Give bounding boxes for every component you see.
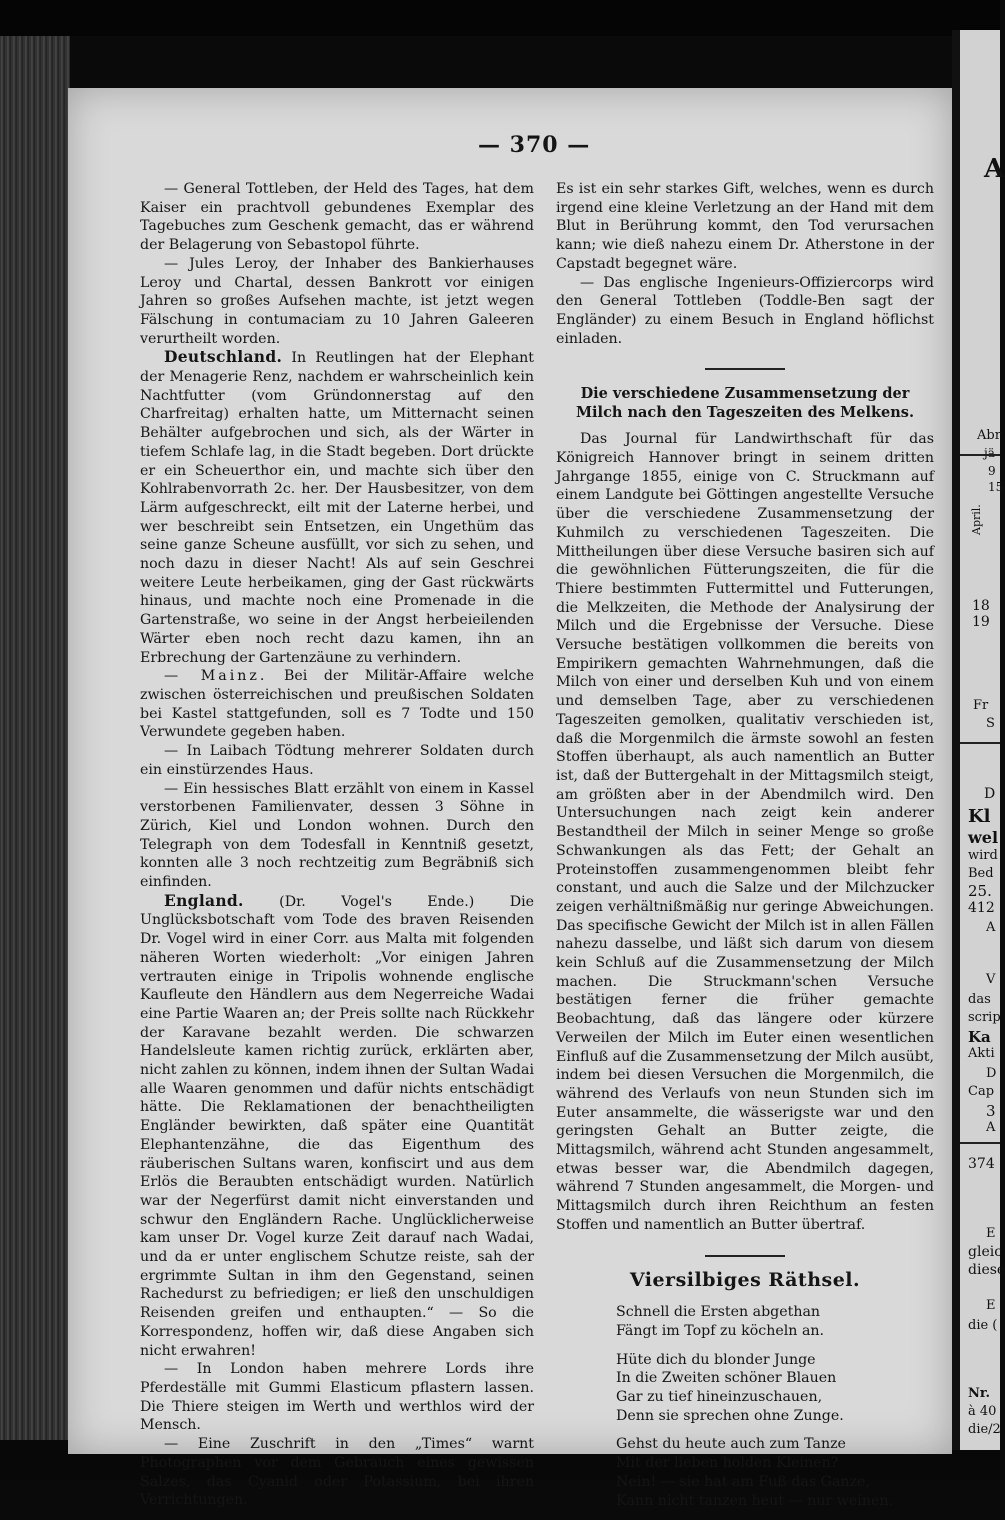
next-page-rule	[960, 454, 1000, 456]
next-page-fragment: wird	[968, 848, 998, 863]
riddle-line: Schnell die Ersten abgethan	[616, 1304, 821, 1321]
paragraph-deutschland	[140, 348, 534, 667]
next-page-fragment: A	[984, 154, 1005, 184]
next-page-fragment: A	[986, 920, 996, 935]
left-column	[140, 180, 534, 1510]
next-page-fragment: wel	[968, 828, 999, 847]
next-page-fragment: A	[986, 1120, 996, 1135]
paragraph-tottleben: — General Tottleben, der Held des Tages, hat dem Kaiser ein prachtvoll gebundenes Exemplar des Tagebuches zum Geschenk gemacht, das er während der Belagerung von Sebastopol führte.	[140, 181, 534, 254]
section-divider	[705, 368, 785, 370]
next-page-rule	[960, 1142, 1000, 1144]
paragraph-england	[140, 892, 534, 1361]
next-page-fragment: V	[986, 972, 996, 987]
section-divider	[705, 1255, 785, 1257]
next-page-fragment: Fr	[973, 698, 989, 713]
adjacent-page-strip	[960, 30, 1005, 1450]
riddle-line: In die Zweiten schöner Blauen	[616, 1370, 837, 1387]
riddle-stanza	[616, 1435, 934, 1510]
page-number: — 370 —	[478, 132, 591, 158]
paragraph-london: — In London haben mehrere Lords ihre Pferdeställe mit Gummi Elasticum pflastern lassen. Die Thiere steigen im Werth und werthlos wird der Mensch.	[140, 1361, 534, 1434]
riddle-line: Kann nicht tanzen heut — nur weinen.	[616, 1492, 894, 1509]
riddle-line: Denn sie sprechen ohne Zunge.	[616, 1407, 844, 1424]
paragraph-kassel: — Ein hessisches Blatt erzählt von einem in Kassel verstorbenen Familienvater, dessen 3 Söhne in Zürich, Kiel und London wohnen. Durch den Telegraph von dem Todesfall in Kenntniß gesetzt, konnten alle 3 noch rechtzeitig zum Begräbniß sich einfinden.	[140, 780, 534, 891]
paragraph-times: — Eine Zuschrift in den „Times“ warnt Photographen vor dem Gebrauch eines gewissen Salzes, das Cyanid oder Potassium, bei ihren Verrichtungen.	[140, 1436, 534, 1509]
next-page-fragment: 412	[968, 900, 995, 916]
next-page-fragment: April.	[970, 504, 983, 535]
book-page-edges	[0, 36, 70, 1456]
riddle-title: Viersilbiges Räthsel.	[629, 1268, 861, 1291]
next-page-fragment: 25.	[968, 882, 992, 900]
next-page-fragment: 3	[986, 1102, 996, 1120]
next-page-fragment: die (	[968, 1318, 998, 1333]
next-page-fragment: die/2	[968, 1422, 1001, 1437]
section-lead-deutschland: Deutschland.	[164, 347, 283, 367]
next-page-fragment: Akti	[968, 1046, 995, 1061]
next-page-fragment: D	[984, 786, 996, 802]
paragraph-laibach: — In Laibach Tödtung mehrerer Soldaten durch ein einstürzendes Haus.	[140, 743, 534, 778]
next-page-fragment: Abr	[977, 428, 1001, 443]
next-page-fragment: gleic	[968, 1244, 1003, 1260]
riddle-stanza	[616, 1351, 934, 1426]
riddle-poem	[616, 1303, 934, 1510]
next-page-fragment: diese	[968, 1262, 1005, 1278]
section-lead-mainz: — Mainz.	[164, 668, 268, 685]
riddle-line: Mit der lieben holden Kleinen?	[616, 1455, 839, 1472]
paragraph-gift: Es ist ein sehr starkes Gift, welches, wenn es durch irgend eine kleine Verletzung an der Hand mit dem Blut in Berührung kommt, den Tod verursachen kann; wie dieß nahezu einem Dr. Atherstone in der Capstadt begegnet wäre.	[556, 181, 934, 272]
next-page-fragment: Cap	[968, 1084, 995, 1099]
next-page-fragment: scrip	[968, 1010, 1001, 1025]
next-page-fragment: jä	[984, 446, 995, 460]
paragraph-mainz	[140, 667, 534, 742]
riddle-line: Hüte dich du blonder Junge	[616, 1351, 816, 1368]
england-text: (Dr. Vogel's Ende.) Die Unglücksbotschaft vom Tode des braven Reisenden Dr. Vogel wird in einer Corr. aus Malta mit folgenden näheren Worten wiederholt: „Vor einigen Jahren vertrauten einige in Tripolis wohnende englische Kaufleute den Händlern aus dem Negerreiche Wadai eine Partie Waaren an; der Preis sollte nach Rückkehr der Karavane bezahlt werden. Die schwarzen Handelsleute kamen richtig zurück, erklärten aber, nicht zahlen zu können, indem ihnen der Sultan Wadai alle Waaren genommen und dafür nichts entschädigt hätte. Die Reklamationen der benachtheiligten Engländer bewirkten, daß später eine Quantität Elephantenzähne, die das Eigenthum des räuberischen Sultans waren, konfiscirt und aus dem Erlös die Beraubten entschädigt wurden. Natürlich war der Negerfürst damit nicht einverstanden und schwur den Engländern Rache. Unglücklicherweise kam unser Dr. Vogel kurze Zeit darauf nach Wadai, und da er unter englischem Schutze reiste, sah der ergrimmte Sultan in ihm den Gegenstand, seinen Rachedurst zu befriedigen; er ließ den unschuldigen Reisenden greifen und enthaupten.“ — So die Korrespondenz, hoffen wir, daß diese Angaben sich nicht erwahren!	[140, 893, 534, 1359]
deutschland-text: In Reutlingen hat der Elephant der Menagerie Renz, nachdem er wahrscheinlich kein Nachtfutter (vom Gründonnerstag auf den Charfreitag) erhalten hatte, um Mitternacht seinen Behälter aufgebrochen und sich, als der Wärter in tiefem Schlafe lag, in die Stadt begeben. Dort drückte er ein Scheuerthor ein, und machte sich über den Kohlrabenvorrath 2c. her. Der Hausbesitzer, von dem Lärm aufgeschreckt, eilt mit der Laterne herbei, und wer beschreibt sein Entsetzen, ein Ungethüm das seine ganze Scheune ausfüllt, vor sich zu sehen, und noch dazu in dieser Nacht! Als auf sein Geschrei weitere Leute herbeikamen, ging der Gast rückwärts hinaus, und machte noch eine Promenade in die Gartenstraße, wo seine in der Angst herbeieilenden Wärter eben noch recht dazu kamen, ihn an Erbrechung der Gartenzäune zu verhindern.	[140, 350, 535, 666]
next-page-fragment: Kl	[968, 806, 991, 827]
article-milch-body: Das Journal für Landwirthschaft für das Königreich Hannover bringt in seinem dritten Jahrgange 1855, einige von C. Struckmann auf einem Landgute bei Göttingen angestellte Versuche über die verschiedene Zusammensetzung der Kuhmilch zu verschiedenen Tageszeiten. Die Mittheilungen über diese Versuche basiren sich auf die gewöhnlichen Fütterungszeiten, die für die Thiere bestimmten Futtermittel und Futterungen, die Melkzeiten, die Methode der Analysirung der Milch und die Ergebnisse der Versuche. Diese Versuche bestätigen vollkommen die bereits von Empirikern gemachten Wahrnehmungen, daß die Milch von einer und derselben Kuh und von einem und demselben Tage, aber zu verschiedenen Tageszeiten gemolken, qualitativ verschieden ist, daß die Morgenmilch die ärmste sowohl an festen Stoffen überhaupt, als auch namentlich an Butter ist, daß der Buttergehalt in der Mittagsmilch steigt, am größten aber in der Abendmilch wird. Den Untersuchungen nach zeigt kein anderer Bestandtheil der Milch in seiner Menge so große Schwankungen als das Fett; der Gehalt an Proteinstoffen zusammengenommen bleibt fehr constant, und auch die Salze und der Milchzucker zeigen verhältnißmäßig nur geringe Abweichungen. Das specifische Gewicht der Milch ist in allen Fällen nahezu dasselbe, und läßt sich darum von diesem kein Schluß auf die Zusammensetzung der Milch machen. Die Struckmann'schen Versuche bestätigen ferner die früher gemachte Beobachtung, daß das längere oder kürzere Verweilen der Milch im Euter einen wesentlichen Einfluß auf die Zusammensetzung der Milch ausübt, indem bei diesen Versuchen die Morgenmilch, die während des Verlaufs von neun Stunden sich im Euter ansammelte, die wässerigste war und den geringsten Gehalt an Butter zeigte, die Mittagsmilch, während acht Stunden angesammelt, etwas besser war, die Abendmilch dagegen, während 7 Stunden angesammelt, die Morgen- und Mittagsmilch durch ihren Reichthum an festen Stoffen und namentlich an Butter übertraf.	[556, 431, 934, 1233]
next-page-fragment: 374	[968, 1156, 995, 1172]
paragraph-leroy: — Jules Leroy, der Inhaber des Bankierhauses Leroy und Chartal, dessen Bankrott vor einigen Jahren so großes Aufsehen machte, ist jetzt wegen Fälschung in contumaciam zu 10 Jahren Galeeren verurtheilt worden.	[140, 255, 534, 347]
next-page-fragment: S	[986, 716, 995, 731]
paragraph-ingenieurs: — Das englische Ingenieurs-Offiziercorps wird den General Tottleben (Toddle-Ben sagt der Engländer) zu einem Besuch in England höflichst einladen.	[556, 274, 934, 347]
next-page-fragment: Bed	[968, 866, 994, 881]
next-page-fragment: E	[986, 1298, 996, 1313]
riddle-line: Gehst du heute auch zum Tanze	[616, 1436, 846, 1453]
next-page-fragment: 9	[988, 464, 996, 478]
riddle-line: Nein! — sie hat am Fuß das Ganze,	[616, 1473, 870, 1490]
next-page-fragment: E	[986, 1226, 996, 1241]
next-page-fragment: à 40	[968, 1404, 997, 1419]
next-page-rule	[960, 742, 1000, 744]
riddle-line: Gar zu tief hineinzuschauen,	[616, 1389, 823, 1406]
next-page-fragment: 15	[988, 480, 1004, 494]
scanner-top-band	[0, 0, 1000, 36]
article-headline-milch: Die verschiedene Zusammensetzung der Milch nach den Tageszeiten des Melkens.	[576, 385, 914, 422]
next-page-fragment: 18	[972, 598, 990, 614]
next-page-fragment: das	[968, 992, 991, 1007]
next-page-fragment: Ka	[968, 1028, 991, 1046]
riddle-stanza	[616, 1303, 934, 1340]
riddle-line: Fängt im Topf zu köcheln an.	[616, 1322, 825, 1339]
next-page-fragment: Nr.	[968, 1386, 991, 1401]
next-page-fragment: 19	[972, 614, 990, 630]
next-page-fragment: D	[986, 1066, 997, 1081]
mainz-text: Bei der Militär-Affaire welche zwischen österreichischen und preußischen Soldaten bei Kastel stattgefunden, soll es 7 Todte und 150 Verwundete gegeben haben.	[140, 668, 534, 741]
section-lead-england: England.	[164, 890, 244, 910]
right-column	[556, 180, 934, 1520]
